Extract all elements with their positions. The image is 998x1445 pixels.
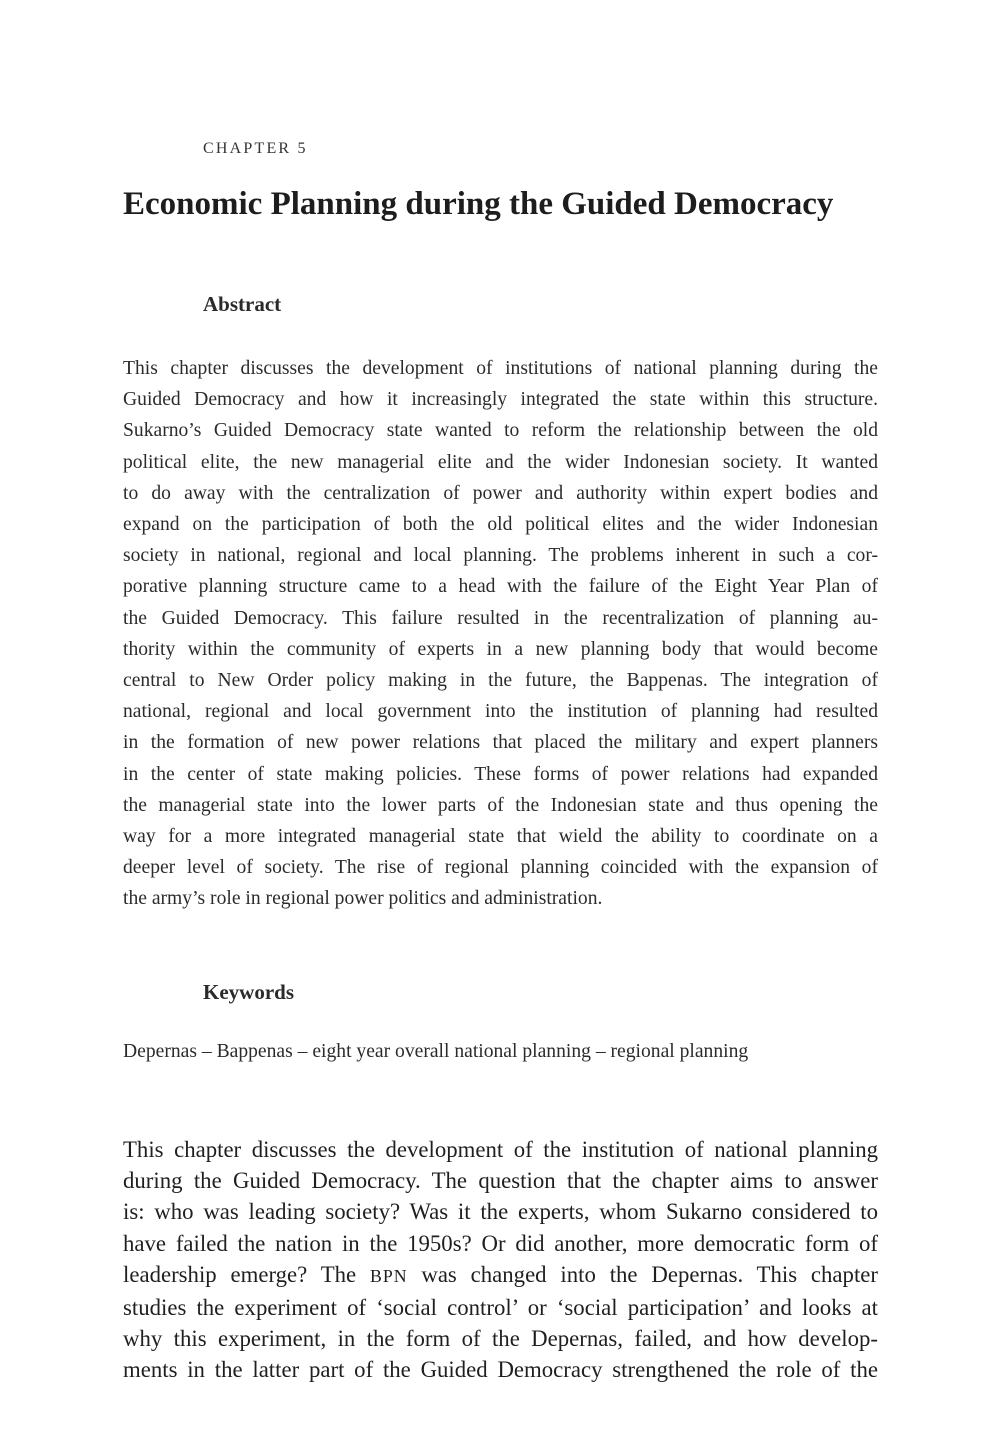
body-line: have failed the nation in the 1950s? Or did another, more democratic form of xyxy=(123,1230,878,1256)
abstract-line: Guided Democracy and how it increasingly integrated the state within this structure. xyxy=(123,389,878,411)
abstract-line: the Guided Democracy. This failure resulted in the recentralization of planning au- xyxy=(123,607,878,629)
abstract-line: expand on the participation of both the old political elites and the wider Indonesian xyxy=(123,514,878,536)
abstract-line: Sukarno’s Guided Democracy state wanted to reform the relationship between the old xyxy=(123,420,878,442)
abstract-line: porative planning structure came to a head with the failure of the Eight Year Plan of xyxy=(123,576,878,598)
abstract-heading: Abstract xyxy=(203,292,282,316)
abstract-line: national, regional and local government into the institution of planning had resulted xyxy=(123,701,878,723)
abstract-line: This chapter discusses the development of institutions of national planning during the xyxy=(123,358,878,379)
chapter-label: CHAPTER 5 xyxy=(203,140,308,157)
abstract-line: central to New Order policy making in the future, the Bappenas. The integration of xyxy=(123,670,878,692)
abstract-line: in the center of state making policies. These forms of power relations had expanded xyxy=(123,763,878,785)
keywords-heading: Keywords xyxy=(203,980,294,1004)
body-line: is: who was leading society? Was it the experts, whom Sukarno considered to xyxy=(123,1199,878,1225)
chapter-title: Economic Planning during the Guided Democracy xyxy=(123,186,834,222)
body-line: why this experiment, in the form of the Depernas, failed, and how develop- xyxy=(123,1326,878,1352)
body-line: This chapter discusses the development of the institution of national planning xyxy=(123,1137,878,1162)
abstract-line: deeper level of society. The rise of regional planning coincided with the expansion of xyxy=(123,857,878,879)
body-line: studies the experiment of ‘social control’ or ‘social participation’ and looks at xyxy=(123,1295,878,1321)
body-text: leadership emerge? The xyxy=(123,1261,370,1287)
body-line: during the Guided Democracy. The question that the chapter aims to answer xyxy=(123,1168,878,1194)
abstract-line: in the formation of new power relations that placed the military and expert planners xyxy=(123,732,878,754)
abstract-line: to do away with the centralization of power and authority within expert bodies and xyxy=(123,482,878,504)
body-line: ments in the latter part of the Guided Democracy strengthened the role of the xyxy=(123,1357,878,1383)
abstract-line: political elite, the new managerial elite and the wider Indonesian society. It wanted xyxy=(123,451,878,473)
abstract-body xyxy=(123,353,878,915)
abstract-line: the army’s role in regional power politics and administration. xyxy=(123,888,603,910)
abstract-line: thority within the community of experts in a new planning body that would become xyxy=(123,638,878,660)
body-text: was changed into the Depernas. This chapter xyxy=(407,1261,878,1287)
body-paragraph xyxy=(123,1134,878,1386)
keywords-list: Depernas – Bappenas – eight year overall national planning – regional planning xyxy=(123,1041,749,1062)
abstract-line: the managerial state into the lower parts of the Indonesian state and thus opening the xyxy=(123,794,878,816)
abstract-line: way for a more integrated managerial state that wield the ability to coordinate on a xyxy=(123,826,878,848)
abstract-line: society in national, regional and local planning. The problems inherent in such a cor- xyxy=(123,545,878,567)
body-line xyxy=(123,1259,878,1292)
bpn-abbreviation: BPN xyxy=(369,1265,408,1286)
